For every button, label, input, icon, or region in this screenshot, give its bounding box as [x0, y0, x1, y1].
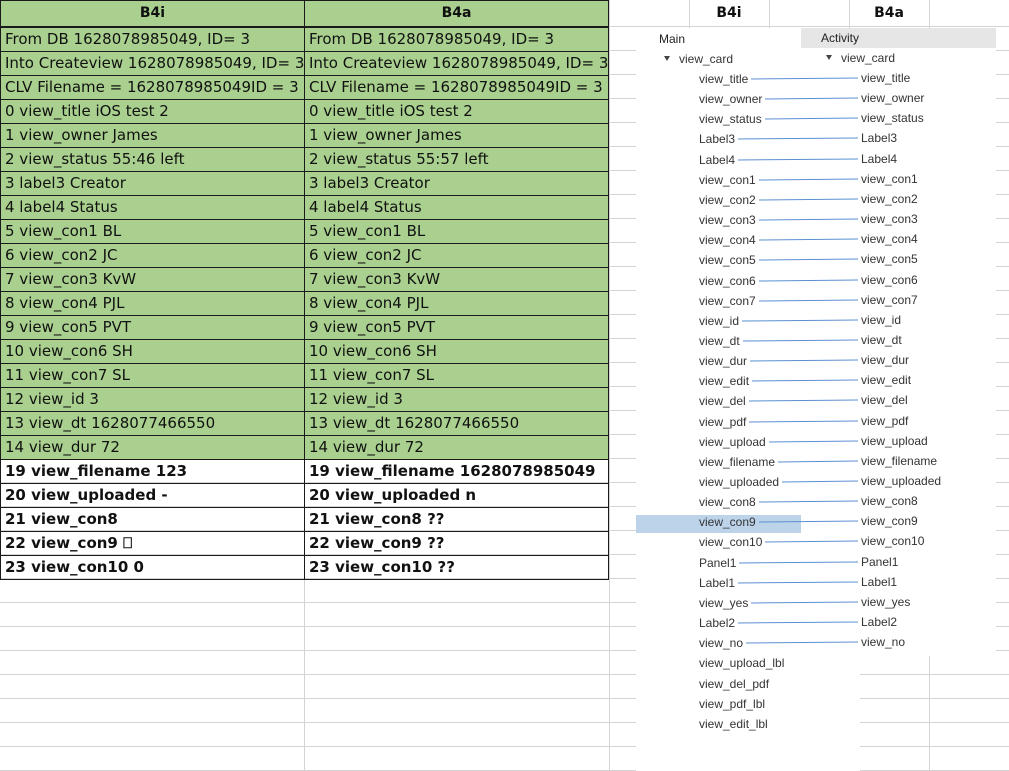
tab-activity[interactable]: Activity [821, 31, 860, 45]
tree-left-item[interactable]: Label4 [699, 152, 736, 167]
tree-right-item[interactable]: view_filename [861, 453, 938, 468]
cell-b4i[interactable]: Into Createview 1628078985049, ID= 3 [0, 51, 305, 76]
cell-b4a[interactable]: 4 label4 Status [304, 195, 609, 220]
cell-b4i[interactable]: 4 label4 Status [0, 195, 305, 220]
tree-right-item[interactable]: view_con8 [861, 494, 918, 509]
tree-left-item[interactable]: view_id [699, 313, 740, 328]
cell-b4i[interactable]: 8 view_con4 PJL [0, 291, 305, 316]
tree-right-item[interactable]: view_dur [861, 353, 910, 368]
cell-b4a[interactable]: 5 view_con1 BL [304, 219, 609, 244]
tree-right-item[interactable]: view_edit [861, 373, 912, 388]
tree-right-item[interactable]: view_pdf [861, 413, 909, 428]
tree-left-item[interactable]: view_dur [699, 354, 748, 369]
tree-left-item[interactable]: Label2 [699, 616, 736, 631]
tree-right-item[interactable]: view_con7 [861, 292, 918, 307]
tree-left-item[interactable]: view_edit [699, 374, 750, 389]
tree-right-item[interactable]: view_con3 [861, 212, 918, 227]
cell-b4i[interactable]: 7 view_con3 KvW [0, 267, 305, 292]
tree-right-item[interactable]: view_status [861, 111, 924, 126]
cell-b4i[interactable]: 13 view_dt 1628077466550 [0, 411, 305, 436]
cell-b4a[interactable]: From DB 1628078985049, ID= 3 [304, 27, 609, 52]
tree-left-item[interactable]: view_upload [699, 434, 766, 449]
tree-right-root[interactable]: view_card [841, 51, 896, 65]
tree-right-item[interactable]: view_con5 [861, 252, 918, 267]
cell-b4a[interactable]: 3 label3 Creator [304, 171, 609, 196]
tree-right-item[interactable]: view_owner [861, 91, 925, 106]
cell-b4a[interactable]: 20 view_uploaded n [304, 483, 609, 508]
cell-b4i[interactable]: 3 label3 Creator [0, 171, 305, 196]
expand-triangle-icon[interactable] [664, 56, 670, 61]
tree-right-item[interactable]: view_con9 [861, 514, 918, 529]
tree-left-item[interactable]: view_con6 [699, 273, 756, 288]
tree-right-item[interactable]: view_con2 [861, 191, 918, 206]
tree-left-item[interactable]: view_owner [699, 92, 763, 107]
cell-b4i[interactable]: 14 view_dur 72 [0, 435, 305, 460]
tree-left-item[interactable]: view_con2 [699, 192, 756, 207]
tree-right-item[interactable]: Label4 [861, 151, 898, 166]
tree-right-item[interactable]: view_dt [861, 332, 902, 347]
tree-right-item[interactable]: view_con1 [861, 171, 918, 186]
cell-b4i[interactable]: 2 view_status 55:46 left [0, 147, 305, 172]
tree-left-item[interactable]: view_con9 [699, 515, 756, 530]
tree-left-item[interactable]: view_con3 [699, 213, 756, 228]
cell-b4a[interactable]: 21 view_con8 ?? [304, 507, 609, 532]
cell-b4a[interactable]: 7 view_con3 KvW [304, 267, 609, 292]
tree-left-item[interactable]: view_con8 [699, 495, 756, 510]
cell-b4i[interactable]: From DB 1628078985049, ID= 3 [0, 27, 305, 52]
cell-b4a[interactable]: 2 view_status 55:57 left [304, 147, 609, 172]
cell-b4a[interactable]: 8 view_con4 PJL [304, 291, 609, 316]
tree-right-item[interactable]: Label1 [861, 574, 898, 589]
tree-right-item[interactable]: view_yes [861, 594, 911, 609]
cell-b4a[interactable]: 1 view_owner James [304, 123, 609, 148]
tree-left-item[interactable]: view_con10 [699, 535, 763, 550]
cell-b4i[interactable]: CLV Filename = 1628078985049ID = 3 [0, 75, 305, 100]
tree-left-item[interactable]: view_pdf_lbl [699, 696, 766, 711]
cell-b4i[interactable]: 22 view_con9 ⎕ [0, 531, 305, 556]
cell-b4i[interactable]: 10 view_con6 SH [0, 339, 305, 364]
cell-b4a[interactable]: 6 view_con2 JC [304, 243, 609, 268]
tree-right-item[interactable]: view_upload [861, 433, 928, 448]
tree-left-item[interactable]: view_title [699, 72, 749, 86]
tree-left-item[interactable]: view_yes [699, 595, 749, 610]
cell-b4i[interactable]: 20 view_uploaded - [0, 483, 305, 508]
tree-left-item[interactable]: view_upload_lbl [699, 656, 785, 671]
cell-b4a[interactable]: Into Createview 1628078985049, ID= 3 [304, 51, 609, 76]
tree-left-item[interactable]: view_del [699, 394, 746, 409]
cell-b4i[interactable]: 5 view_con1 BL [0, 219, 305, 244]
cell-b4i[interactable]: 19 view_filename 123 [0, 459, 305, 484]
tree-right-item[interactable]: view_con10 [861, 534, 925, 549]
tree-left-item[interactable]: Panel1 [699, 555, 737, 570]
tree-right-item[interactable]: view_uploaded [861, 474, 942, 488]
tree-left-item[interactable]: view_dt [699, 333, 740, 348]
tree-right-item[interactable]: Label3 [861, 131, 898, 146]
tree-left-root[interactable]: view_card [679, 52, 734, 66]
tree-left-item[interactable]: Label1 [699, 575, 736, 590]
tree-left-item[interactable]: view_con1 [699, 172, 756, 187]
tree-left-item[interactable]: view_con5 [699, 253, 756, 268]
cell-b4a[interactable]: 10 view_con6 SH [304, 339, 609, 364]
cell-b4i[interactable]: 6 view_con2 JC [0, 243, 305, 268]
cell-b4i[interactable]: 0 view_title iOS test 2 [0, 99, 305, 124]
cell-b4a[interactable]: 22 view_con9 ?? [304, 531, 609, 556]
tree-right-item[interactable]: view_title [861, 71, 911, 85]
cell-b4a[interactable]: 14 view_dur 72 [304, 435, 609, 460]
cell-b4a[interactable]: 19 view_filename 1628078985049 [304, 459, 609, 484]
tree-left-item[interactable]: Label3 [699, 132, 736, 147]
tree-right-item[interactable]: view_con4 [861, 232, 918, 247]
cell-b4i[interactable]: 1 view_owner James [0, 123, 305, 148]
tree-right-item[interactable]: view_con6 [861, 272, 918, 287]
right-header-b4a: B4a [874, 5, 904, 21]
tree-left-item[interactable]: view_filename [699, 454, 776, 469]
tree-left-item[interactable]: view_status [699, 112, 762, 127]
cell-b4a[interactable]: 23 view_con10 ?? [304, 555, 609, 580]
right-header-b4i: B4i [716, 5, 742, 21]
tree-right-item[interactable]: view_no [861, 635, 906, 650]
tree-left-item[interactable]: view_pdf [699, 414, 747, 429]
cell-b4a[interactable]: CLV Filename = 1628078985049ID = 3 [304, 75, 609, 100]
tree-right-item[interactable]: Label2 [861, 615, 898, 630]
cell-b4a[interactable]: 9 view_con5 PVT [304, 315, 609, 340]
tree-right-item[interactable]: view_id [861, 312, 902, 327]
cell-b4i[interactable]: 23 view_con10 0 [0, 555, 305, 580]
cell-b4i[interactable]: 12 view_id 3 [0, 387, 305, 412]
cell-b4i[interactable]: 11 view_con7 SL [0, 363, 305, 388]
tree-left-item[interactable]: view_del_pdf [699, 676, 770, 691]
cell-b4a[interactable]: 13 view_dt 1628077466550 [304, 411, 609, 436]
header-b4a[interactable]: B4a [304, 0, 609, 27]
tree-left-item[interactable]: view_edit_lbl [699, 716, 768, 731]
tree-left-item[interactable]: view_uploaded [699, 475, 780, 489]
tree-right-item[interactable]: view_del [861, 393, 908, 408]
tree-left-item[interactable]: view_con4 [699, 233, 756, 248]
tree-left-item[interactable]: view_con7 [699, 293, 756, 308]
expand-triangle-icon[interactable] [826, 55, 832, 60]
cell-b4a[interactable]: 0 view_title iOS test 2 [304, 99, 609, 124]
header-b4i[interactable]: B4i [0, 0, 305, 27]
tab-main[interactable]: Main [659, 32, 686, 46]
cell-b4i[interactable]: 21 view_con8 [0, 507, 305, 532]
tree-right-item[interactable]: Panel1 [861, 554, 899, 569]
tree-left-item[interactable]: view_no [699, 636, 744, 651]
cell-b4i[interactable]: 9 view_con5 PVT [0, 315, 305, 340]
cell-b4a[interactable]: 11 view_con7 SL [304, 363, 609, 388]
cell-b4a[interactable]: 12 view_id 3 [304, 387, 609, 412]
